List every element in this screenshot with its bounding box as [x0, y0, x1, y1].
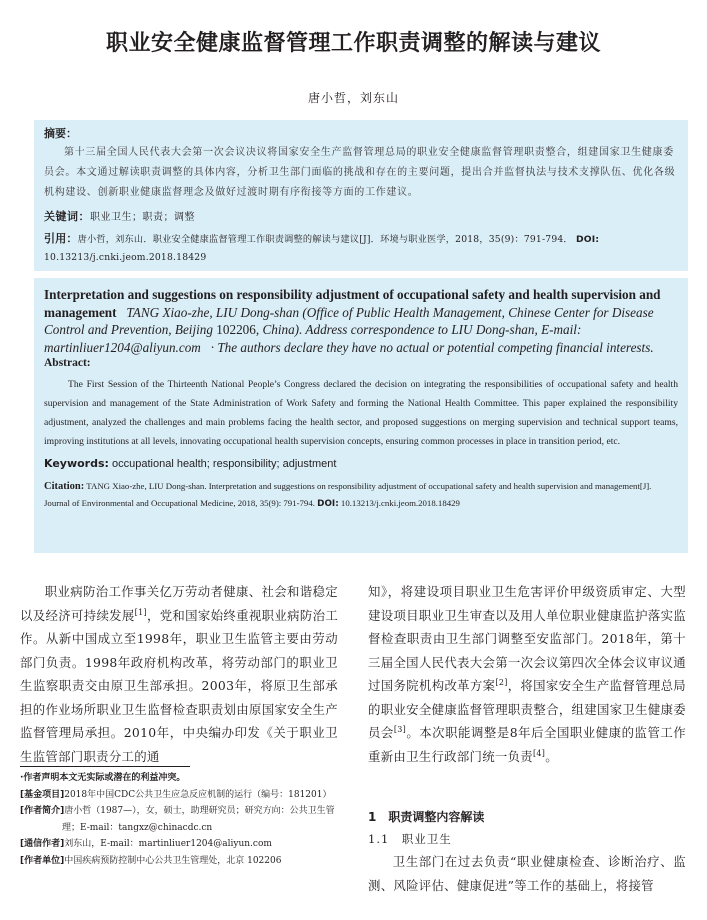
body-right-column — [368, 580, 686, 768]
english-title: Interpretation and suggestions on responsibility adjustment of occupational safety and health supervision and management — [44, 287, 661, 320]
citation-text: 唐小哲，刘东山．职业安全健康监督管理工作职责调整的解读与建议[J]．环境与职业医学，2018，35(9)：791-794． — [77, 234, 573, 245]
english-keywords — [44, 457, 678, 470]
english-citation-text: TANG Xiao-zhe, LIU Dong-shan. Interpretation and suggestions on responsibility adjustment of occupational safety and health supervision and management[J]. Journal of Environmental and Occupational Medicine, 2018, 35(9): 791-794. — [44, 481, 652, 508]
conflict-statement: ·作者声明本文无实际或潜在的利益冲突。 — [20, 773, 186, 783]
english-correspondence: . Address correspondence to LIU Dong-shan, E-mail: martinliuer1204@aliyun.com — [44, 322, 582, 355]
body-right-continued — [368, 850, 686, 897]
english-keywords-text: occupational health; responsibility; adjustment — [112, 458, 337, 470]
correspondence-text: 刘东山，E-mail：martinliuer1204@aliyun.com — [64, 839, 272, 849]
english-doi-link[interactable]: 10.13213/j.cnki.jeom.2018.18429 — [340, 498, 460, 508]
footnotes — [20, 770, 338, 869]
english-affiliation: (Office of Public Health Management, Chinese Center for Disease Control and Prevention, Beijing — [44, 304, 654, 337]
footnote-correspondence — [20, 836, 338, 853]
body-paragraph — [20, 580, 338, 768]
footnote-bio — [20, 803, 338, 836]
reference-4[interactable]: [4] — [532, 748, 546, 758]
english-declaration: · The authors declare they have no actual or potential competing financial interests. — [210, 339, 654, 355]
body-paragraph — [368, 580, 686, 768]
subsection-heading: 1.1 职业卫生 — [368, 832, 452, 846]
fund-text: 2018年中国CDC公共卫生应急反应机制的运行（编号：181201） — [64, 789, 332, 800]
abstract-text: 第十三届全国人民代表大会第一次会议决议将国家安全生产监督管理总局的职业安全健康监督管理职责整合，组建国家卫生健康委员会。本文通过解读职责调整的具体内容，分析卫生部门面临的挑战和存在的主要问题，提出合并监督执法与技术支撑队伍、优化各级机构建设、创新职业健康监督理念及做好过渡时期有序衔接等方面的工作建议。 — [44, 147, 676, 198]
english-abstract-label: Abstract: — [44, 357, 91, 369]
keywords — [44, 208, 678, 224]
footnote-fund — [20, 787, 338, 804]
english-keywords-label: Keywords: — [44, 457, 109, 470]
english-postcode: 102206 — [216, 322, 256, 337]
body-text: 知》，将建设项目职业卫生危害评价甲级资质审定、大型建设项目职业卫生审查以及用人单位职业健康监护落实监督检查职责由卫生部门调整至安监部门。2018年，第十三届全国人民代表大会第一次会议第四次全体会议审议通过国务院机构改革方案 — [368, 584, 686, 693]
english-abstract-box — [34, 278, 688, 553]
section-heading: 1 职责调整内容解读 — [368, 810, 485, 824]
body-text: ，将国家安全生产监督管理总局的职业安全健康监督管理职责整合，组建国家卫生健康委员会 — [368, 678, 687, 740]
english-title-block — [44, 286, 678, 356]
unit-text: 中国疾病预防控制中心公共卫生管理处，北京 102206 — [64, 855, 282, 866]
body-text: 。 — [545, 748, 558, 764]
keywords-text: 职业卫生；职责；调整 — [90, 212, 195, 223]
footnote-divider — [20, 766, 190, 767]
citation — [44, 230, 678, 267]
body-left-column — [20, 580, 338, 768]
page-title: 职业安全健康监督管理工作职责调整的解读与建议 — [105, 31, 601, 56]
keywords-label: 关键词： — [44, 210, 90, 223]
bio-text: 唐小哲（1987—），女，硕士，助理研究员；研究方向：公共卫生管理；E-mail：tangxz@chinacdc.cn — [62, 806, 335, 833]
english-authors: TANG Xiao-zhe, LIU Dong-shan — [126, 304, 300, 320]
footnote-unit — [20, 853, 338, 870]
authors: 唐小哲，刘东山 — [307, 91, 399, 105]
english-country: , China) — [255, 322, 300, 337]
body-text: ，党和国家始终重视职业病防治工作。从新中国成立至1998年，职业卫生监管主要由劳动部门负责。1998年政府机构改革，将劳动部门的职业卫生监察职责交由原卫生部承担。2003年，将原卫生部承担的作业场所职业卫生监督检查职责划由原国家安全生产监督管理局承担。2010年，中央编办印发《关于职业卫生监管部门职责分工的通 — [20, 607, 339, 764]
abstract-label: 摘要： — [44, 127, 77, 140]
unit-label: [作者单位] — [20, 855, 65, 866]
citation-label: 引用： — [44, 232, 78, 245]
english-citation — [44, 478, 678, 513]
reference-1[interactable]: [1] — [134, 607, 147, 617]
english-citation-label: Citation: — [44, 481, 85, 492]
bio-label: [作者简介] — [20, 806, 65, 816]
reference-2[interactable]: [2] — [495, 677, 508, 687]
chinese-abstract-box — [34, 120, 688, 271]
correspondence-label: [通信作者] — [20, 839, 65, 849]
reference-3[interactable]: [3] — [393, 724, 407, 734]
doi-link[interactable]: 10.13213/j.cnki.jeom.2018.18429 — [44, 252, 207, 263]
doi-label: DOI: — [575, 234, 600, 245]
english-abstract-text: The First Session of the Thirteenth National People’s Congress declared the decision on integrating the responsibilities of occupational safety and health supervision and management of the State Administration of Work Safety and forming the National Health Committee. This paper explained the responsibility adjustment, analyzed the challenges and main problems facing the health sector, and proposed suggestions on merging supervision and technical support teams, improving institutions at all levels, innovating occupational health supervision concepts, ensuring common processes in place in transition period, etc. — [44, 379, 678, 447]
english-doi-label: DOI: — [317, 499, 339, 509]
body-text: 。本次职能调整是8年后全国职业健康的监管工作重新由卫生行政部门统一负责 — [368, 725, 686, 764]
body-paragraph: 卫生部门在过去负责“职业健康检查、诊断治疗、监测、风险评估、健康促进”等工作的基础上，将接管 — [368, 854, 686, 893]
fund-label: [基金项目] — [20, 789, 65, 800]
body-text: 职业病防治工作事关亿万劳动者健康、社会和谐稳定以及经济可持续发展 — [20, 584, 338, 623]
